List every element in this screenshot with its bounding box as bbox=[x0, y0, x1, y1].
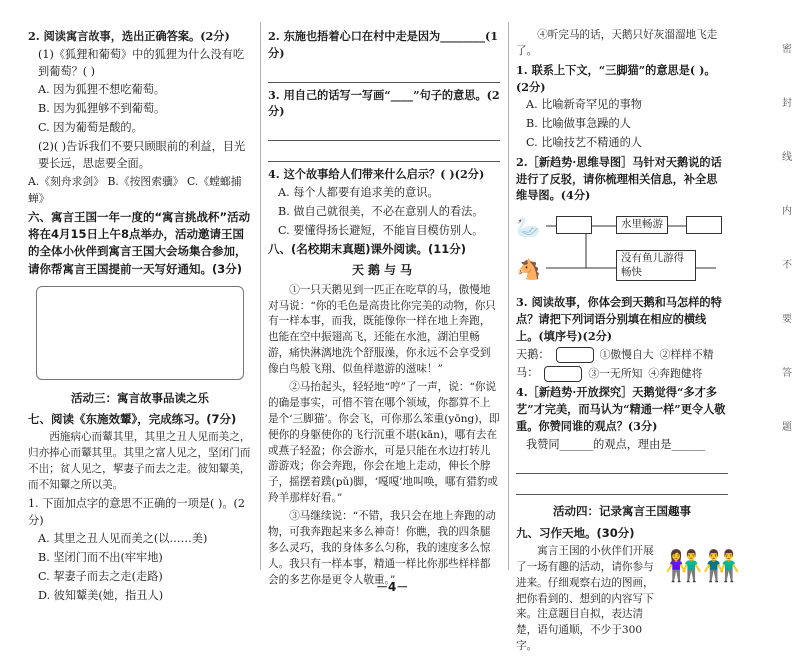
seal-line-note bbox=[778, 40, 796, 472]
c3-q1: 1. 联系上下文，“三脚猫”的意思是( )。(2分) bbox=[516, 62, 716, 94]
mind-map-blank-2[interactable] bbox=[686, 216, 722, 234]
activity4-title: 活动四：记录寓言王国趣事 bbox=[553, 504, 691, 519]
side-char: 封 bbox=[782, 98, 792, 109]
c2-q3: 3. 用自己的话写一写画“____”句子的意思。(2分) bbox=[268, 87, 500, 119]
c2-q2-answer-line[interactable] bbox=[268, 68, 500, 83]
q9-title: 九、习作天地。(30分) bbox=[516, 525, 635, 540]
page-number: －4－ bbox=[376, 580, 409, 594]
q2-option-a: A. 因为狐狸不想吃葡萄。 bbox=[38, 83, 166, 97]
q7-option-d: D. 彼知颦美(她，指丑人) bbox=[38, 588, 164, 602]
q9-text: 寓言王国的小伙伴们开展了一场有趣的活动，请你参与进来。仔细观察右边的图画，把你看到的、想到的内容写下来。注意题目自拟，表达清楚，语句通顺，不少于300字。 bbox=[516, 544, 654, 653]
horse-icon: 🐴 bbox=[516, 257, 541, 282]
column-divider-2 bbox=[508, 22, 509, 570]
article-para-3: ③马继续说：“不错，我只会在地上奔跑的动物，可我奔跑起来多么神奇！你瞧，我的四条腿多么灵巧，我的身体多么匀称，我的速度多么惊人。我只有一样本事，精通一样比你那些样样都会的多艺你是更令人敬重。” bbox=[268, 510, 496, 586]
c3-q1-option-b: B. 比喻做事急躁的人 bbox=[526, 117, 631, 131]
mind-map-blank-1[interactable] bbox=[556, 216, 592, 234]
horse-label: 马： bbox=[516, 366, 539, 380]
q2-part1: (1)《狐狸和葡萄》中的狐狸为什么没有吃到葡萄？( ) bbox=[38, 47, 245, 78]
side-char: 密 bbox=[782, 44, 792, 55]
q2-option-c: C. 因为葡萄是酸的。 bbox=[38, 120, 143, 134]
word-2: ②样样不精 bbox=[659, 347, 714, 361]
q2-option-b: B. 因为狐狸够不到葡萄。 bbox=[38, 102, 166, 116]
notice-answer-box[interactable] bbox=[36, 286, 244, 380]
c3-q4-answer-line-2[interactable] bbox=[516, 480, 728, 495]
word-3: ③一无所知 bbox=[588, 366, 643, 380]
q7-option-a: A. 其里之丑人见而美之(以……美) bbox=[38, 532, 208, 546]
swan-answer-cell[interactable] bbox=[556, 347, 594, 363]
article-para-2: ②马抬起头，轻轻地“哼”了一声，说：“你说的确是事实，可惜不管在哪个领域，你都算不上是个‘三脚猫’。你会飞，可你那么笨重(yōng)，即便你的身躯使你的飞行沉重不堪(kān)，哪有去在或燕子轻盈；你会游水，可是只能在水边打转儿游游戏；你会奔跑，你会在地上走动，伸长个脖子，摇摆着蹼(pǔ)脚，‘嘎嘎’地叫唤，哪有猎豹或羚羊那样好看。” bbox=[268, 380, 500, 505]
q7-title: 七、阅读《东施效颦》，完成练习。(7分) bbox=[28, 412, 237, 426]
column-middle bbox=[268, 28, 500, 591]
article-para-1: ①一只天鹅见到一匹正在吃草的马，傲慢地对马说：“你的毛色是高贵比你完美的动物，你只有一样本事，而我，既能像你一样在地上奔跑，也能在空中振翅高飞，还能在水池，湖泊里畅游，痛快淋漓地洗个舒服澡，你永远不会享受到像白鸟般飞翔、似鱼样遨游的滋味！” bbox=[268, 283, 496, 376]
side-char: 答 bbox=[782, 368, 792, 379]
children-illustration-icon: 👫👬 bbox=[665, 548, 740, 584]
article-para-4: ④听完马的话，天鹅只好灰溜溜地飞走了。 bbox=[516, 29, 718, 57]
c3-q3: 3. 阅读故事，你体会到天鹅和马怎样的特点？请把下列词语分别填在相应的横线上。(填序号)(2分) bbox=[516, 295, 722, 343]
horse-answer-cell[interactable] bbox=[544, 366, 582, 382]
c2-q4-option-b: B. 做自己就很美，不必在意别人的看法。 bbox=[278, 204, 484, 218]
c3-q4-answer-prompt: 我赞同______的观点，理由是______ bbox=[526, 437, 706, 451]
mind-map bbox=[516, 210, 728, 288]
c2-q3-answer-line-1[interactable] bbox=[268, 126, 500, 141]
activity3-title: 活动三：寓言故事品读之乐 bbox=[71, 390, 209, 405]
article-title: 天鹅与马 bbox=[351, 262, 416, 277]
q8-title: 八、(名校期末真题)课外阅读。(11分) bbox=[268, 242, 467, 257]
q7-sub1: 1. 下面加点字的意思不正确的一项是( )。(2分) bbox=[28, 496, 245, 527]
c2-q4-option-c: C. 要懂得扬长避短，不能盲目模仿别人。 bbox=[278, 223, 484, 237]
c2-q4: 4. 这个故事给人们带来什么启示？( )(2分) bbox=[268, 167, 485, 182]
q2-title: 2. 阅读寓言故事，选出正确答案。(2分) bbox=[28, 29, 230, 43]
side-char: 要 bbox=[782, 314, 792, 325]
mind-map-box-fish: 没有鱼儿游得畅快 bbox=[616, 250, 696, 281]
c3-q2: 2.［新趋势·思维导图］马针对天鹅说的话进行了反驳，请你梳理相关信息，补全思维导图。(4分) bbox=[516, 154, 722, 203]
c3-q1-option-c: C. 比喻技艺不精通的人 bbox=[526, 135, 642, 149]
q7-option-b: B. 坚闭门而不出(牢牢地) bbox=[38, 551, 163, 565]
side-char: 线 bbox=[782, 152, 792, 163]
swan-icon: 🦢 bbox=[516, 215, 541, 240]
side-char: 不 bbox=[782, 260, 792, 271]
swan-row bbox=[516, 347, 728, 364]
q7-option-c: C. 挈妻子而去之走(走路) bbox=[38, 570, 163, 583]
column-left bbox=[28, 28, 252, 607]
c2-q4-option-a: A. 每个人都要有追求美的意识。 bbox=[278, 185, 439, 199]
q9-body bbox=[516, 544, 740, 655]
c3-q4: 4.［新趋势·开放探究］天鹅觉得“多才多艺”才完美，而马认为“精通一样”更令人敬重。你赞同谁的观点？(3分) bbox=[516, 385, 726, 433]
q6-title: 六、寓言王国一年一度的“寓言挑战杯”活动将在4月15日上午8点举办，活动邀请王国的全体小伙伴到寓言王国大会场集合参加，请你帮寓言王国提前一天写好通知。(3分) bbox=[28, 209, 251, 276]
side-char: 内 bbox=[782, 206, 792, 217]
word-4: ④奔跑健将 bbox=[648, 366, 703, 380]
column-divider-1 bbox=[260, 22, 261, 570]
horse-row bbox=[516, 365, 728, 382]
side-char: 题 bbox=[782, 422, 792, 433]
word-1: ①傲慢自大 bbox=[599, 347, 654, 361]
c3-q1-option-a: A. 比喻新奇罕见的事物 bbox=[526, 98, 642, 112]
q2-options-row: A.《刻舟求剑》 B.《按图索骥》 C.《螳螂捕蝉》 bbox=[28, 175, 242, 205]
c2-q2: 2. 东施也捂着心口在村中走是因为________(1分) bbox=[268, 29, 499, 60]
mind-map-box-water: 水里畅游 bbox=[616, 216, 668, 234]
q2-part2: (2)( )告诉我们不要只顾眼前的利益，目光要长远，思虑要全面。 bbox=[38, 139, 246, 170]
c2-q3-answer-line-2[interactable] bbox=[268, 147, 500, 162]
column-right bbox=[516, 28, 740, 657]
swan-label: 天鹅： bbox=[516, 347, 550, 361]
q7-classical-text: 西施病心而颦其里，其里之丑人见而美之，归亦捧心而颦其里。其里之富人见之，坚闭门而不出；贫人见之，挈妻子而去之走。彼知颦美，而不知颦之所以美。 bbox=[28, 431, 251, 491]
c3-q4-answer-line-1[interactable] bbox=[516, 459, 728, 474]
